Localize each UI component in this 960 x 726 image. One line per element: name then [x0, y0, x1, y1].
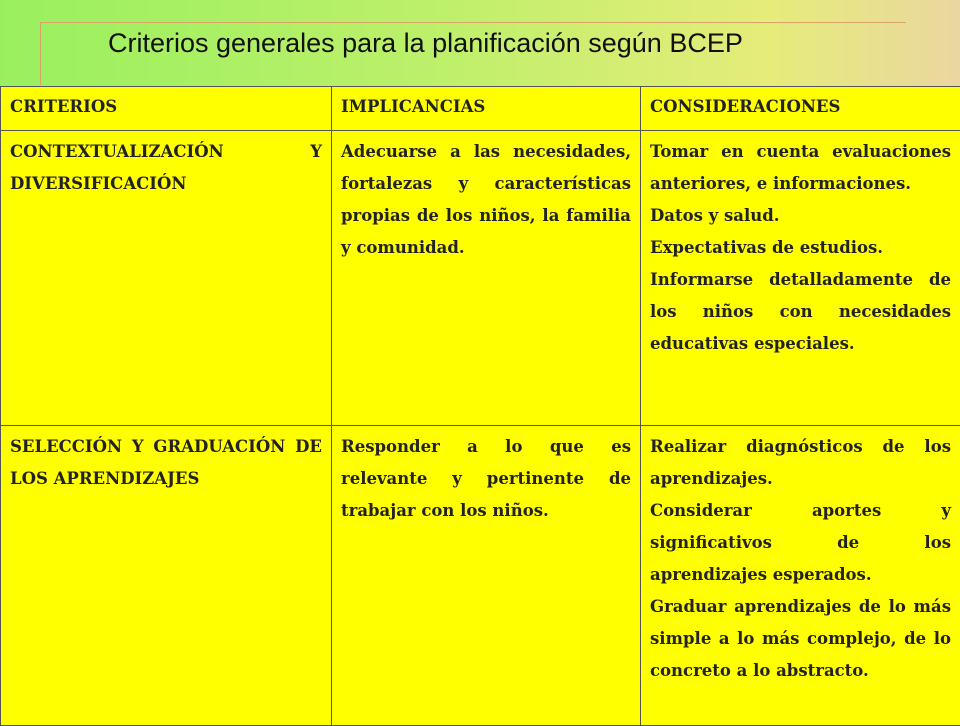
consideracion-item: Informarse detalladamente de los niños con necesidades educativas especiales.	[650, 264, 951, 360]
consideracion-item: Graduar aprendizajes de lo más simple a lo más complejo, de lo concreto a lo abstracto.	[650, 591, 951, 687]
consideraciones-cell	[641, 131, 960, 426]
consideraciones-cell	[641, 426, 960, 726]
table-row	[1, 131, 960, 426]
consideracion-item: Tomar en cuenta evaluaciones anteriores, e informaciones.	[650, 136, 951, 200]
table-header-row	[1, 87, 960, 131]
header-implicancias: IMPLICANCIAS	[332, 87, 641, 131]
slide-title: Criterios generales para la planificación según BCEP	[108, 28, 743, 59]
table-row	[1, 426, 960, 726]
implicancia-cell: Adecuarse a las necesidades, fortalezas y características propias de los niños, la familia y comunidad.	[332, 131, 641, 426]
header-criterios: CRITERIOS	[1, 87, 332, 131]
implicancia-cell: Responder a lo que es relevante y pertinente de trabajar con los niños.	[332, 426, 641, 726]
header-consideraciones: CONSIDERACIONES	[641, 87, 960, 131]
consideracion-item: Considerar aportes y significativos de los aprendizajes esperados.	[650, 495, 951, 591]
criteria-table	[0, 86, 960, 726]
criterio-cell: SELECCIÓN Y GRADUACIÓN DE LOS APRENDIZAJES	[1, 426, 332, 726]
consideracion-item: Datos y salud.	[650, 200, 951, 232]
criterio-cell: CONTEXTUALIZACIÓN Y DIVERSIFICACIÓN	[1, 131, 332, 426]
consideracion-item: Expectativas de estudios.	[650, 232, 951, 264]
consideracion-item: Realizar diagnósticos de los aprendizajes.	[650, 431, 951, 495]
